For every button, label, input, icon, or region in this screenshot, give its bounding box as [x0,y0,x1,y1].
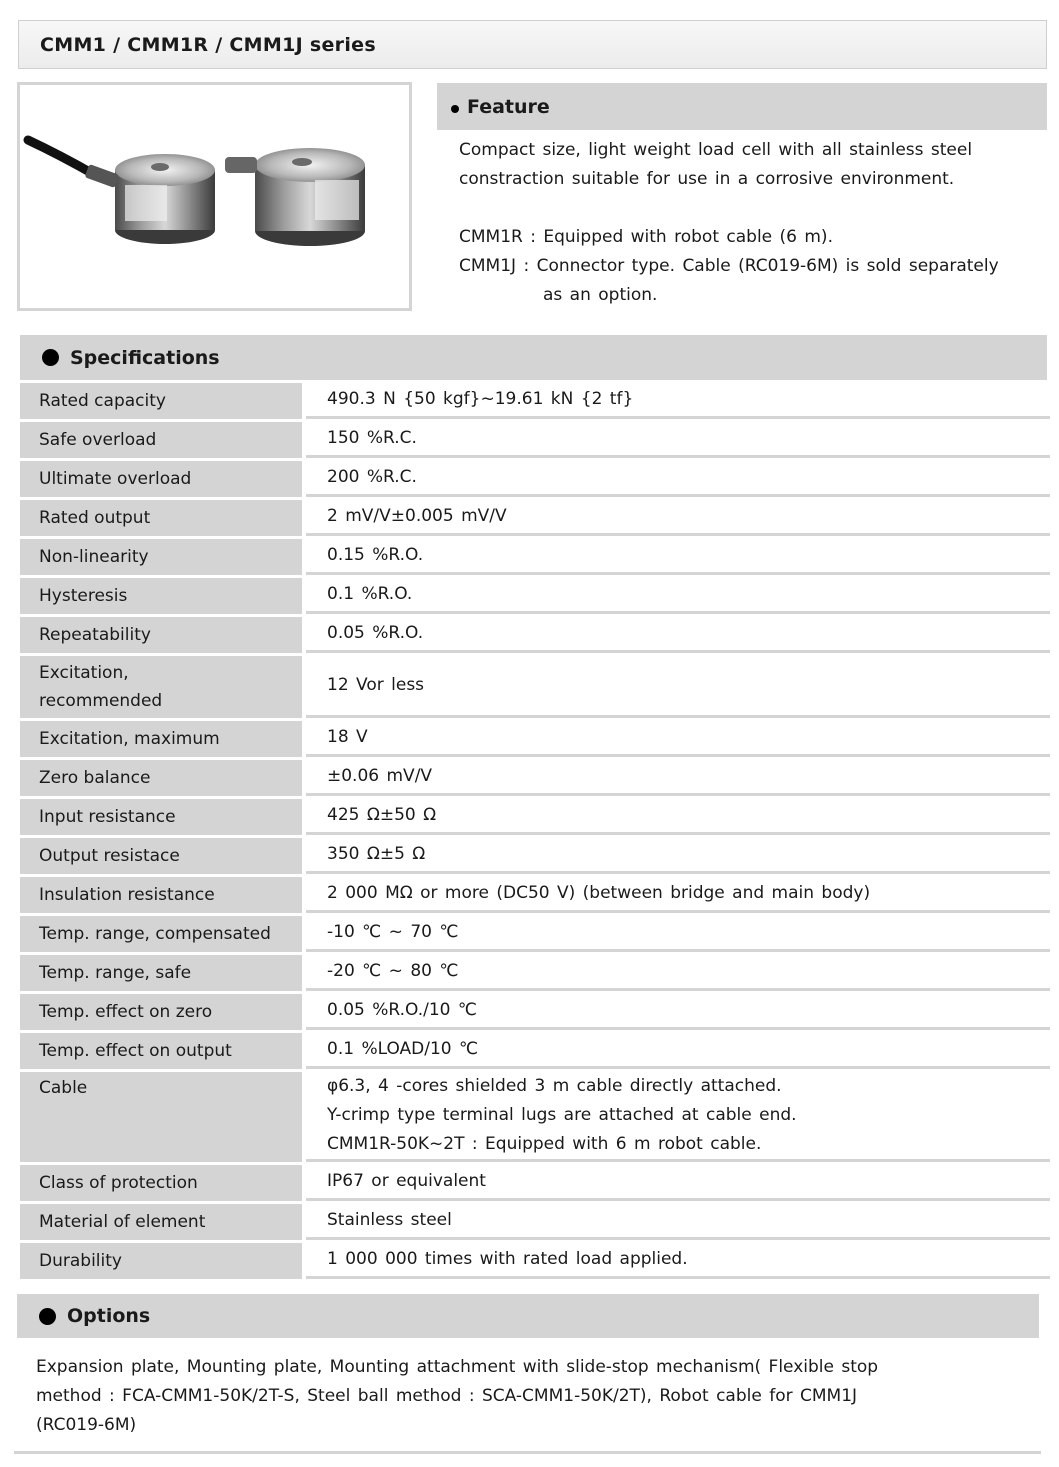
spec-label: Material of element [20,1204,302,1240]
spec-value: 490.3 N {50 kgf}~19.61 kN {2 tf} [306,383,1050,419]
spec-label: Repeatability [20,617,302,653]
feature-heading: Feature [467,95,550,118]
spec-row [20,539,1050,575]
feature-cmm1j-continued: as an option. [543,285,658,305]
spec-value-cable [306,1072,1050,1162]
cable-line: φ6.3, 4 -cores shielded 3 m cable directly attached. [327,1076,782,1096]
spec-label: Zero balance [20,760,302,796]
bullet-icon [39,1308,56,1325]
spec-value: 1 000 000 times with rated load applied. [306,1243,1050,1279]
spec-value: 0.05 %R.O. [306,617,1050,653]
options-text: Expansion plate, Mounting plate, Mounting attachment with slide-stop mechanism( Flexible stop method : FCA-CMM1-50K/2T-S, Steel ball method : SCA-CMM1-50K/2T), Robot cable for CMM1J (RC019-6M) [36,1357,879,1435]
feature-cmm1r: CMM1R : Equipped with robot cable (6 m). [459,227,833,247]
spec-row [20,578,1050,614]
spec-value: 2 mV/V±0.005 mV/V [306,500,1050,536]
spec-label: Safe overload [20,422,302,458]
spec-row [20,1204,1050,1240]
spec-value: IP67 or equivalent [306,1165,1050,1201]
spec-label: Cable [20,1072,302,1162]
spec-label: Input resistance [20,799,302,835]
spec-label: Non-linearity [20,539,302,575]
spec-label: Output resistace [20,838,302,874]
spec-label: Durability [20,1243,302,1279]
spec-value: 200 %R.C. [306,461,1050,497]
spec-value: Stainless steel [306,1204,1050,1240]
bottom-divider [14,1451,1041,1454]
spec-row [20,1033,1050,1069]
spec-row [20,500,1050,536]
series-title: CMM1 / CMM1R / CMM1J series [40,33,376,56]
spec-row [20,838,1050,874]
spec-value: -20 ℃ ~ 80 ℃ [306,955,1050,991]
feature-text [459,136,1029,310]
spec-row [20,877,1050,913]
spec-value: 350 Ω±5 Ω [306,838,1050,874]
feature-heading-bar [437,83,1047,130]
spec-row [20,461,1050,497]
cable-line: Y-crimp type terminal lugs are attached at cable end. [327,1105,797,1125]
spec-label: Hysteresis [20,578,302,614]
feature-description: Compact size, light weight load cell with all stainless steel constraction suitable for use in a corrosive environment. [459,140,973,189]
spec-label: Temp. effect on output [20,1033,302,1069]
spec-value: 150 %R.C. [306,422,1050,458]
options-heading-bar [17,1294,1039,1338]
spec-label: Insulation resistance [20,877,302,913]
spec-row [20,955,1050,991]
spec-row [20,1072,1050,1162]
specifications-heading: Specifications [70,346,220,369]
spec-row [20,994,1050,1030]
spec-label: Rated capacity [20,383,302,419]
spec-label: Temp. effect on zero [20,994,302,1030]
bullet-icon [42,349,59,366]
bullet-icon [451,105,459,113]
spec-value: -10 ℃ ~ 70 ℃ [306,916,1050,952]
spec-label: Rated output [20,500,302,536]
spec-row [20,617,1050,653]
spec-label: Class of protection [20,1165,302,1201]
series-title-bar [18,20,1047,69]
feature-cmm1j: CMM1J : Connector type. Cable (RC019-6M) is sold separately [459,256,999,276]
spec-row [20,656,1050,718]
spec-value: 0.1 %R.O. [306,578,1050,614]
load-cell-illustration [20,85,409,308]
spec-label: Ultimate overload [20,461,302,497]
spec-value: 12 Vor less [306,656,1050,718]
spec-label: Excitation, maximum [20,721,302,757]
spec-row [20,1165,1050,1201]
spec-row [20,799,1050,835]
spec-label: Excitation, recommended [20,656,302,718]
spec-row [20,721,1050,757]
spec-value: 0.1 %LOAD/10 ℃ [306,1033,1050,1069]
specifications-table [20,383,1050,1282]
product-photo [17,82,412,311]
spec-label: Temp. range, compensated [20,916,302,952]
spec-row [20,916,1050,952]
spec-row [20,760,1050,796]
spec-row [20,422,1050,458]
spec-value: 0.15 %R.O. [306,539,1050,575]
spec-row [20,1243,1050,1279]
spec-label: Temp. range, safe [20,955,302,991]
spec-value: 425 Ω±50 Ω [306,799,1050,835]
options-heading: Options [67,1305,151,1327]
specifications-heading-bar [20,335,1047,380]
cable-line: CMM1R-50K~2T : Equipped with 6 m robot cable. [327,1134,762,1154]
spec-value: 2 000 MΩ or more (DC50 V) (between bridge and main body) [306,877,1050,913]
spec-value: ±0.06 mV/V [306,760,1050,796]
spec-value: 0.05 %R.O./10 ℃ [306,994,1050,1030]
spec-value: 18 V [306,721,1050,757]
spec-row [20,383,1050,419]
